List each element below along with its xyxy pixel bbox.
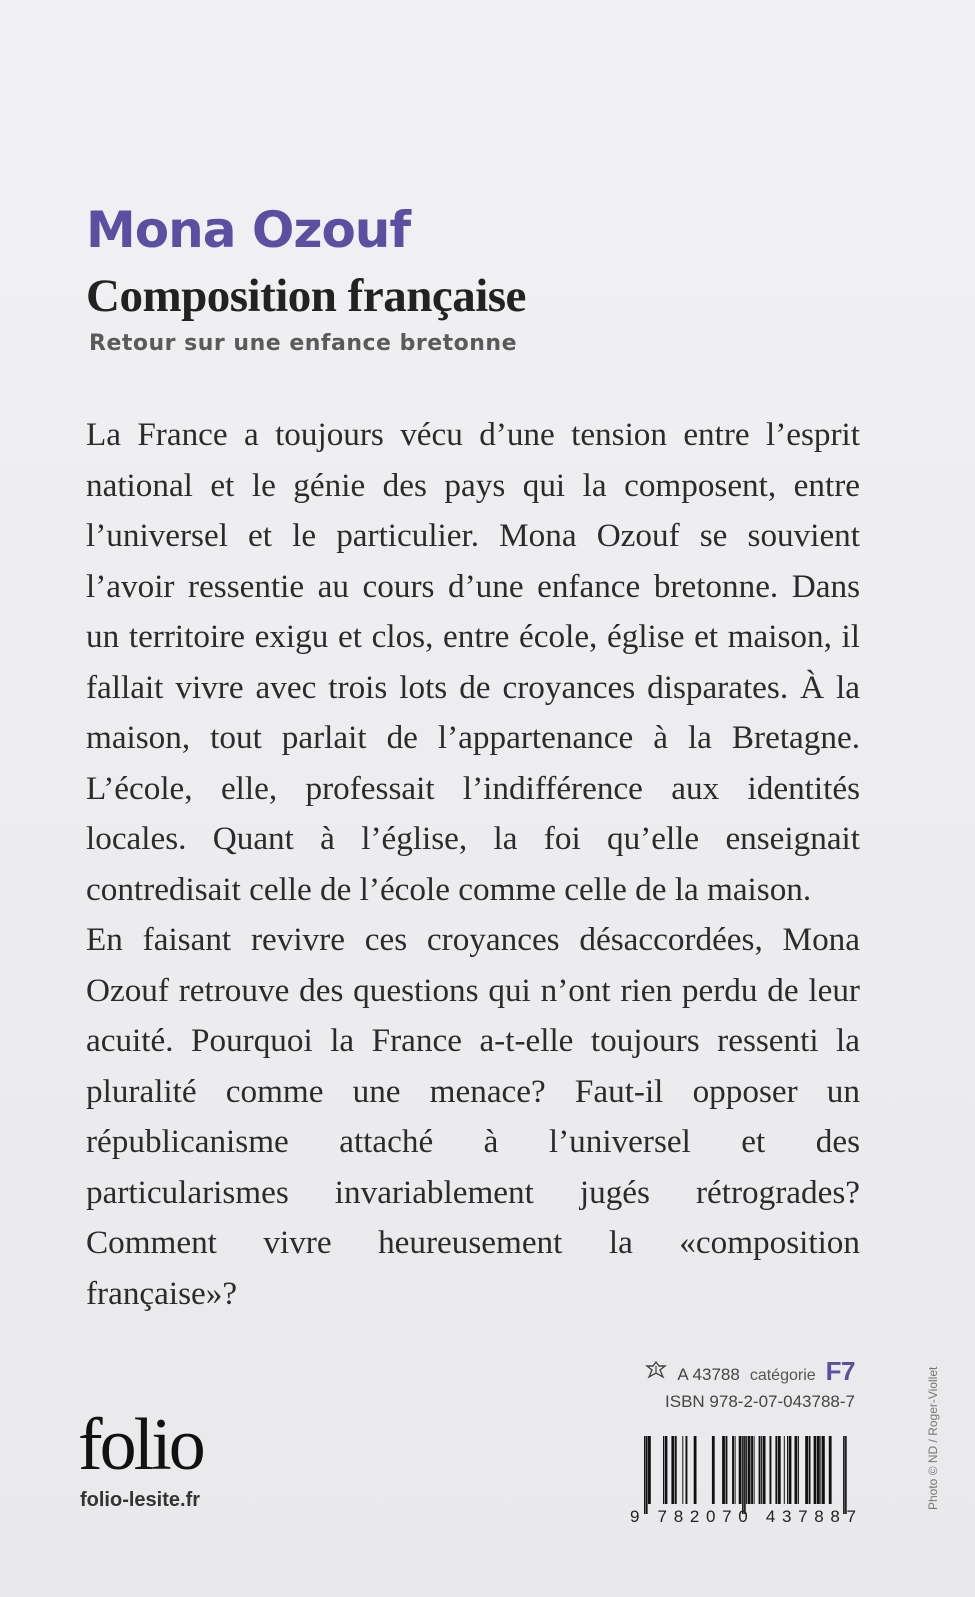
isbn: ISBN 978-2-07-043788-7 — [665, 1392, 855, 1411]
barcode-bar — [746, 1436, 747, 1504]
barcode-bar — [686, 1436, 688, 1504]
barcode-bar — [675, 1436, 677, 1504]
barcode-bar — [732, 1436, 734, 1504]
barcode-guard-bar — [742, 1436, 744, 1514]
barcode-bar — [726, 1436, 728, 1504]
blurb-paragraph: En faisant revivre ces croyances désaccordées, Mona Ozouf retrouve des questions qui n’ont rien perdu de leur acuité. Pourquoi la France a-t-elle toujours ressenti la pluralité comme une menace? Faut-il opposer un républicanisme attaché à l’universel et des particularismes invariablement jugés rétrogrades? Comment vivre heureusement la «composition française»? — [86, 921, 860, 1312]
barcode-bar — [671, 1436, 674, 1504]
barcode-guard-bar — [646, 1436, 648, 1514]
barcode-bar — [739, 1436, 742, 1504]
barcode-bar — [682, 1436, 683, 1504]
barcode-bar — [787, 1436, 788, 1504]
barcode-guard-bar — [744, 1436, 746, 1514]
barcode-guard-bar — [845, 1436, 847, 1514]
barcode-bar — [798, 1436, 799, 1504]
publisher-logo: folio — [78, 1404, 203, 1486]
catalog-info — [645, 1356, 855, 1412]
barcode-bar — [778, 1436, 781, 1504]
barcode-bar — [814, 1436, 817, 1504]
barcode-bar — [789, 1436, 792, 1504]
barcode-bar — [761, 1436, 762, 1504]
barcode-bar — [748, 1436, 751, 1504]
barcode-bar — [763, 1436, 766, 1504]
barcode-bar — [735, 1436, 736, 1504]
book-subtitle: Retour sur une enfance bretonne — [89, 331, 518, 356]
barcode-bar — [822, 1436, 825, 1504]
barcode-bar — [663, 1436, 664, 1504]
barcode-bar — [795, 1436, 798, 1504]
barcode-bar — [775, 1436, 777, 1504]
barcode-bar — [829, 1436, 832, 1504]
barcode-bar — [751, 1436, 753, 1504]
barcode-bar — [759, 1436, 761, 1504]
barcode-bar — [694, 1436, 697, 1504]
blurb-paragraph: La France a toujours vécu d’une tension entre l’esprit national et le génie des pays qui la composent, entre l’universel et le particulier. Mona Ozouf se souvient l’avoir ressentie au cours d’une enfance bretonne. Dans un territoire exigu et clos, entre école, église et maison, il fallait vivre avec trois lots de croyances disparates. À la maison, tout parlait de l’appartenance à la Bretagne. L’école, elle, professait l’indifférence aux identités locales. Quant à l’église, la foi qu’elle enseignait contredisait celle de l’école comme celle de la maison. — [86, 416, 860, 908]
blurb — [86, 410, 860, 1319]
category-label: catégorie — [749, 1367, 816, 1384]
barcode-bar — [648, 1436, 651, 1504]
barcode-bar — [712, 1436, 715, 1504]
barcode-guard-bar — [644, 1436, 646, 1514]
barcode-bar — [722, 1436, 725, 1504]
barcode — [630, 1436, 860, 1526]
catalog-code: A 43788 — [677, 1365, 740, 1384]
barcode-bar — [754, 1436, 755, 1504]
barcode-bar — [784, 1436, 785, 1504]
barcode-bar — [665, 1436, 668, 1504]
barcode-guard-bar — [843, 1436, 845, 1514]
barcode-bar — [805, 1436, 808, 1504]
category-code: F7 — [825, 1356, 855, 1386]
publisher-website: folio-lesite.fr — [80, 1489, 201, 1511]
sodis-logo-icon — [645, 1360, 667, 1380]
author-name: Mona Ozouf — [86, 201, 411, 259]
barcode-bar — [770, 1436, 772, 1504]
barcode-bar — [817, 1436, 820, 1504]
photo-credit: Photo © ND / Roger-Viollet — [926, 1366, 940, 1510]
barcode-bar — [820, 1436, 821, 1504]
barcode-bar — [809, 1436, 811, 1504]
barcode-digit-label: 9 782070 437887 — [630, 1507, 856, 1526]
book-title: Composition française — [86, 270, 526, 322]
